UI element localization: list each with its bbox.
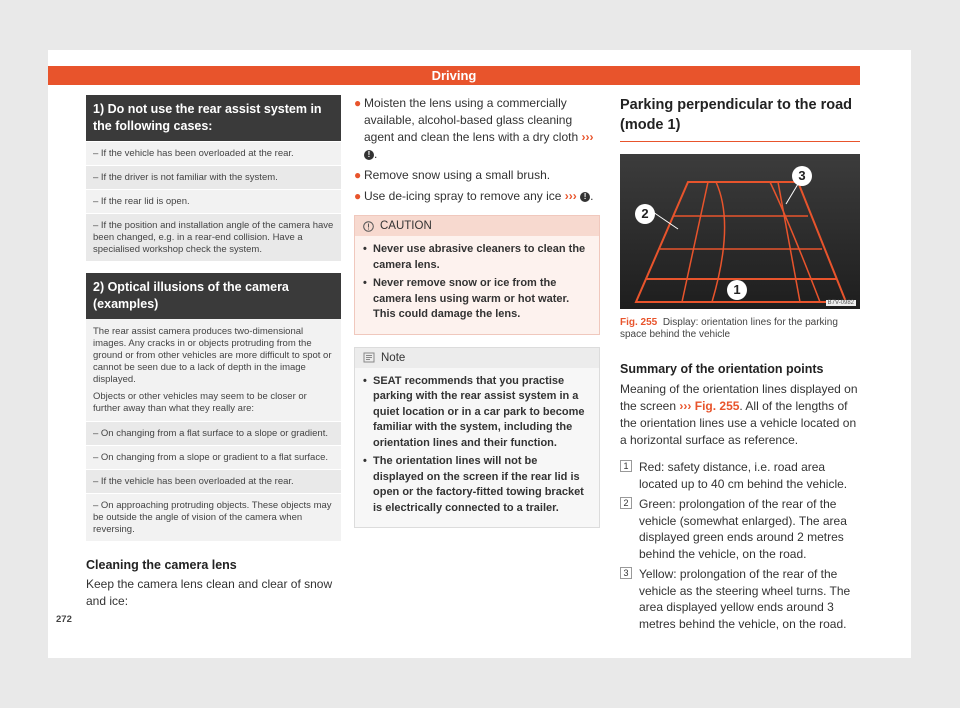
paragraph xyxy=(86,319,341,421)
list-item: • SEAT recommends that you practise parking with the rear assist system in a quiet location or in a car park to become familiar with the system, including the orientation lines and their function. xyxy=(363,374,585,449)
note-body xyxy=(355,368,599,528)
list-item: – If the driver is not familiar with the system. xyxy=(86,165,341,189)
list-item: ● Use de-icing spray to remove any ice ››› ! . xyxy=(354,189,594,203)
bullet-text: Remove snow using a small brush. xyxy=(364,168,551,182)
figure-caption xyxy=(620,317,860,341)
section-title: Parking perpendicular to the road (mode 1) xyxy=(620,95,860,142)
caution-body xyxy=(355,236,599,334)
caption-text: Display: orientation lines for the parking space behind the vehicle xyxy=(620,317,838,340)
paragraph-text: Objects or other vehicles may seem to be closer or further away than what they really are: xyxy=(93,391,307,414)
list-item: • Never remove snow or ice from the camera lens using warm or hot water. This could damage the lens. xyxy=(363,277,570,320)
note-box xyxy=(354,347,600,529)
number-badge: 2 xyxy=(620,497,632,509)
summary-text: Meaning of the orientation lines displayed on the screen ››› Fig. 255. All of the lengths of the orientation lines use a vehicle located on a horizontal surface as reference. xyxy=(620,382,858,447)
caution-header xyxy=(355,216,599,236)
cleaning-heading: Cleaning the camera lens xyxy=(86,558,237,572)
figure-number: Fig. 255 xyxy=(620,317,658,328)
note-text: The orientation lines will not be displayed on the screen if the rear lid is open or the factory-fitted towing bracket is electrically connected to a trailer. xyxy=(373,455,584,514)
bullet-icon: ● xyxy=(354,189,362,203)
column-right xyxy=(620,95,860,636)
list-item: – If the rear lid is open. xyxy=(86,189,341,213)
caution-text: Never use abrasive cleaners to clean the camera lens. xyxy=(373,243,586,271)
number-badge: 1 xyxy=(620,460,632,472)
caution-icon xyxy=(363,221,374,232)
orientation-item xyxy=(620,566,860,632)
cleaning-text: Keep the camera lens clean and clear of snow and ice: xyxy=(86,577,333,608)
note-text: SEAT recommends that you practise parking with the rear assist system in a quiet location or in a car park to become familiar with the system, including the orientation lines and their function. xyxy=(373,374,585,449)
list-item: • The orientation lines will not be displayed on the screen if the rear lid is open or the factory-fitted towing bracket is electrically connected to a trailer. xyxy=(363,455,584,514)
list-item: – On changing from a slope or gradient to a flat surface. xyxy=(86,445,341,469)
camera-display-figure xyxy=(620,154,860,309)
list-item: – If the vehicle has been overloaded at the rear. xyxy=(86,141,341,165)
item-text: Yellow: prolongation of the rear of the vehicle as the steering wheel turns. The area displayed yellow ends around 3 metres behind the vehicle, on the road. xyxy=(639,567,851,631)
list-item: – If the vehicle has been overloaded at the rear. xyxy=(86,469,341,493)
reference-arrow[interactable]: ››› xyxy=(581,130,594,144)
chapter-header: Driving xyxy=(48,66,860,85)
number-badge: 3 xyxy=(620,567,632,579)
note-header xyxy=(355,348,599,368)
figure-label-1: 1 xyxy=(733,282,741,297)
list-item: – On changing from a flat surface to a slope or gradient. xyxy=(86,421,341,445)
figure-label-3: 3 xyxy=(798,168,806,183)
bullet-text: Moisten the lens using a commercially available, alcohol-based glass cleaning agent and clean the lens with a dry cloth xyxy=(364,96,579,144)
list-item: – On approaching protruding objects. These objects may be outside the angle of vision of the camera when reversing. xyxy=(86,493,341,541)
figure-reference-link[interactable]: Fig. 255 xyxy=(694,399,740,413)
item-text: Red: safety distance, i.e. road area located up to 40 cm behind the vehicle. xyxy=(639,460,848,491)
column-middle xyxy=(354,95,600,528)
summary-heading: Summary of the orientation points xyxy=(620,362,824,376)
column-left xyxy=(86,95,341,610)
reference-arrow[interactable]: ››› xyxy=(679,399,692,413)
bullet-icon: ● xyxy=(354,168,362,182)
caution-text: Never remove snow or ice from the camera lens using warm or hot water. This could damage the lens. xyxy=(373,277,570,320)
figure-label-2: 2 xyxy=(641,206,649,221)
figure-code: B7V-0982 xyxy=(827,300,854,306)
list-item: – If the position and installation angle of the camera have been changed, e.g. in a rear-end collision. Have a specialised workshop check the system. xyxy=(86,213,341,261)
warning-icon: ! xyxy=(580,192,590,202)
note-icon xyxy=(363,352,375,363)
caution-label: CAUTION xyxy=(380,220,432,232)
warning-icon: ! xyxy=(364,150,374,160)
orientation-item xyxy=(620,496,860,562)
item-text: Green: prolongation of the rear of the vehicle (somewhat enlarged). The area displayed green ends around 2 metres behind the vehicle, on the road. xyxy=(639,497,847,561)
paragraph-text: The rear assist camera produces two-dimensional images. Any cracks in or objects protruding from the ground or from other vehicles are more difficult to spot or cannot be seen due to a lack of depth in the image displayed. xyxy=(93,326,332,385)
box-title-optical-illusions: 2) Optical illusions of the camera (examples) xyxy=(86,273,341,319)
list-item xyxy=(354,167,600,184)
list-item: ● Moisten the lens using a commercially available, alcohol-based glass cleaning agent and clean the lens with a dry cloth ››› ! . xyxy=(354,96,594,161)
bullet-icon: ● xyxy=(354,96,362,110)
caution-box xyxy=(354,215,600,335)
box-title-rear-assist: 1) Do not use the rear assist system in the following cases: xyxy=(86,95,341,141)
reference-arrow[interactable]: ››› xyxy=(564,189,577,203)
bullet-text: Use de-icing spray to remove any ice xyxy=(364,189,562,203)
list-item: • Never use abrasive cleaners to clean the camera lens. xyxy=(363,243,586,271)
orientation-item xyxy=(620,459,860,492)
page-number: 272 xyxy=(56,614,72,625)
note-label: Note xyxy=(381,351,406,364)
